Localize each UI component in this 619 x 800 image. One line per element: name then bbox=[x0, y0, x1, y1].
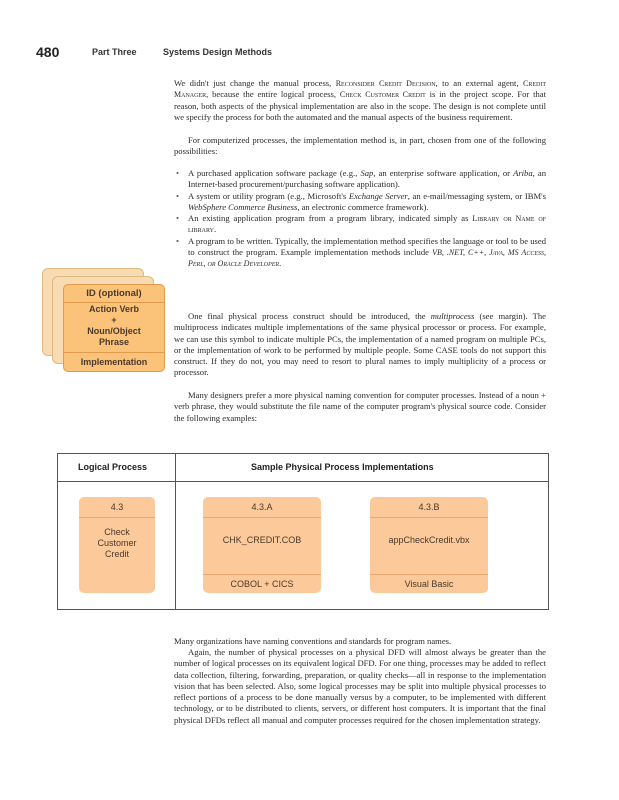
symbol-id: ID (optional) bbox=[64, 285, 164, 303]
process-name-line: Check bbox=[104, 527, 130, 537]
symbol-implementation: Implementation bbox=[64, 352, 164, 372]
process-implementation: COBOL + CICS bbox=[203, 574, 321, 593]
multiprocess-symbol bbox=[63, 284, 165, 372]
naming-paragraph: Many designers prefer a more physical naming convention for computer processes. Instead of a noun + verb phrase, they would substitute the file name of the computer program's physical source code. Consider the following examples: bbox=[174, 390, 546, 423]
running-header bbox=[36, 44, 596, 64]
logical-process-card bbox=[79, 497, 155, 593]
symbol-phrase: Phrase bbox=[98, 337, 130, 347]
process-name: CHK_CREDIT.COB bbox=[222, 535, 302, 545]
process-name: appCheckCredit.vbx bbox=[388, 535, 470, 545]
physical-process-card bbox=[370, 497, 488, 593]
closing-paragraph-2: Again, the number of physical processes on a physical DFD will almost always be greater than the number of logical processes on its equivalent logical DFD. For one thing, processes may be added to reflect data collection, filtering, forwarding, preparation, or quality checks—all in response to the implementation vision that has been selected. Also, some logical processes may be split into multiple physical processes to reflect portions of a process to be done manually versus by a computer, to be implemented with different technology, or to be distributed to clients, servers, or different host computers. It is important that the final physical DFDs reflect all manual and computer processes required for the chosen implementation strategy. bbox=[174, 647, 546, 725]
process-id: 4.3.B bbox=[370, 497, 488, 518]
running-title: Systems Design Methods bbox=[163, 47, 273, 57]
symbol-noun-object: Noun/Object bbox=[87, 326, 141, 336]
process-id: 4.3.A bbox=[203, 497, 321, 518]
process-implementation: Visual Basic bbox=[370, 574, 488, 593]
list-item: • A program to be written. Typically, the implementation method specifies the language or tool to be used to construct the program. Example implementation methods include VB, .NET, C++, Java, MS Access, Perl, or Oracle Developer. bbox=[176, 236, 546, 270]
intro-paragraph-2: For computerized processes, the implementation method is, in part, chosen from one of the following possibilities: bbox=[174, 135, 546, 157]
process-name-line: Credit bbox=[104, 549, 129, 559]
symbol-action-verb: Action Verb bbox=[88, 304, 139, 314]
process-id: 4.3 bbox=[79, 497, 155, 518]
header-physical-implementations: Sample Physical Process Implementations bbox=[251, 462, 434, 472]
list-item: • An existing application program from a program library, indicated simply as Library or Name of library. bbox=[176, 213, 546, 236]
examples-table bbox=[57, 453, 549, 610]
part-label: Part Three bbox=[92, 47, 137, 57]
list-item: • A purchased application software package (e.g., Sap, an enterprise software application, or Ariba, an Internet-based procurement/purchasing software application). bbox=[176, 168, 546, 191]
multiprocess-paragraph: One final physical process construct should be introduced, the multiprocess (see margin). The multiprocess indicates multiple implementations of the same physical processor or process. For example, we can use this symbol to indicate multiple PCs, the implementation of a named program on multiple PCs, or the implementation of work to be performed by multiple people. Some CASE tools do not support this construct. If they do not, you may need to resort to plural names to imply multiplicity of a process or processor. bbox=[174, 311, 546, 378]
header-logical-process: Logical Process bbox=[78, 462, 148, 472]
symbol-body bbox=[64, 304, 164, 348]
process-name bbox=[79, 527, 155, 560]
closing-paragraph-1: Many organizations have naming conventions and standards for program names. bbox=[174, 636, 452, 646]
list-item: • A system or utility program (e.g., Microsoft's Exchange Server, an e-mail/messaging system, or IBM's WebSphere Commerce Business, an electronic commerce framework). bbox=[176, 191, 546, 214]
process-name-line: Customer bbox=[97, 538, 137, 548]
physical-process-card bbox=[203, 497, 321, 593]
implementation-options-list bbox=[176, 168, 546, 270]
page-number: 480 bbox=[36, 44, 60, 60]
intro-paragraph-1: We didn't just change the manual process, Reconsider Credit Decision, to an external agent, Credit Manager, because the entire logical process, Check Customer Credit is in the project scope. For that reason, both aspects of the physical implementation are also in the scope. The design is not complete until we specify the process for both the automated and the manual aspects of the business requirement. bbox=[174, 78, 546, 122]
table-divider bbox=[175, 454, 176, 609]
symbol-plus: + bbox=[111, 315, 117, 325]
